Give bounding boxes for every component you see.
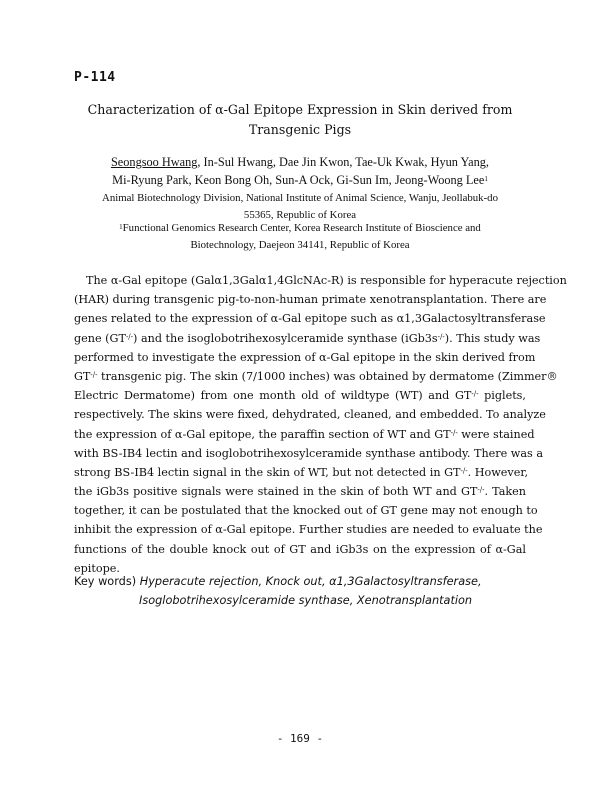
abstract-text: were stained [457,427,535,441]
affiliation-2 [70,220,530,254]
abstract-line [74,386,526,405]
knockout-sup: -/- [450,428,458,437]
keywords-line-2: Isoglobotrihexosylceramide synthase, Xenotransplantation [139,594,473,607]
abstract-text: the iGb3s positive signals were stained in the skin of both WT and GT [74,485,478,499]
knockout-sup: -/- [460,466,468,475]
author-affiliation-sup: 1 [484,175,488,183]
abstract-text: piglets, [478,389,526,403]
affiliation-1-line-1: Animal Biotechnology Division, National Institute of Animal Science, Wanju, Jeollabuk-do [102,192,498,204]
abstract-line: with BS-IB4 lectin and isoglobotrihexosylceramide synthase antibody. There was a [74,446,544,460]
abstract-text: strong BS-IB4 lectin signal in the skin of WT, but not detected in GT [74,465,461,479]
abstract-text: . Taken [484,485,526,499]
abstract-line: respectively. The skins were fixed, dehydrated, cleaned, and embedded. To analyze [74,408,546,422]
keywords-line-1: Hyperacute rejection, Knock out, α1,3Galactosyltransferase, [139,575,482,588]
knockout-sup: -/- [90,370,98,379]
abstract-line [74,482,526,501]
abstract-line: functions of the double knock out of GT and iGb3s on the expression of α-Gal [74,542,526,556]
presenting-author: Seongsoo Hwang [110,155,198,169]
affiliation-2-line-1: Functional Genomics Research Center, Korea Research Institute of Bioscience and [122,222,481,234]
abstract-line [74,367,558,386]
affiliation-2-sup: 1 [119,223,123,231]
knockout-sup: -/- [477,486,485,495]
title-line-1: Characterization of α-Gal Epitope Expression in Skin derived from [87,102,513,117]
abstract-code: P-114 [74,70,116,85]
knockout-sup: -/- [437,332,445,341]
knockout-sup: -/- [471,390,479,399]
affiliation-1 [70,190,530,224]
affiliation-2-line-2: Biotechnology, Daejeon 34141, Republic of Korea [190,239,410,251]
abstract-line [74,329,541,348]
page-number: - 169 - [276,732,324,745]
abstract-text: ). This study was [444,331,541,345]
affiliation-1-line-2: 55365, Republic of Korea [243,209,357,221]
abstract-text: transgenic pig. The skin (7/1000 inches) was obtained by dermatome (Zimmer® [97,369,558,383]
abstract-line [74,425,535,444]
author-line-1-rest: , In-Sul Hwang, Dae Jin Kwon, Tae-Uk Kwak, Hyun Yang, [197,155,490,169]
title-line-2: Transgenic Pigs [248,122,352,137]
knockout-sup: -/- [125,332,134,341]
abstract-text: gene (GT [74,331,126,345]
abstract-line: together, it can be postulated that the knocked out of GT gene may not enough to [74,504,538,518]
abstract-line: (HAR) during transgenic pig-to-non-human primate xenotransplantation. There are [74,293,547,307]
abstract-line: inhibit the expression of α-Gal epitope. Further studies are needed to evaluate the [74,523,543,537]
abstract-line: epitope. [74,561,120,575]
author-list [70,153,530,189]
author-line-2: Mi-Ryung Park, Keon Bong Oh, Sun-A Ock, Gi-Sun Im, Jeong-Woong Lee [112,173,485,187]
abstract-title [60,100,540,140]
abstract-line [74,463,529,482]
abstract-line: genes related to the expression of α-Gal epitope such as α1,3Galactosyltransferase [74,312,546,326]
keywords [74,572,534,610]
abstract-text: GT [74,369,91,383]
abstract-body [74,271,567,578]
abstract-text: Electric Dermatome) from one month old of wildtype (WT) and GT [74,389,472,403]
keywords-label: Key words) [74,575,140,588]
abstract-text: . However, [467,465,529,479]
abstract-text: ) and the isoglobotrihexosylceramide synthase (iGb3s [133,331,438,345]
abstract-line: The α-Gal epitope (Galα1,3Galα1,4GlcNAc-R) is responsible for hyperacute rejection [86,274,567,287]
abstract-text: the expression of α-Gal epitope, the paraffin section of WT and GT [74,427,451,441]
abstract-line: performed to investigate the expression of α-Gal epitope in the skin derived from [74,350,536,364]
